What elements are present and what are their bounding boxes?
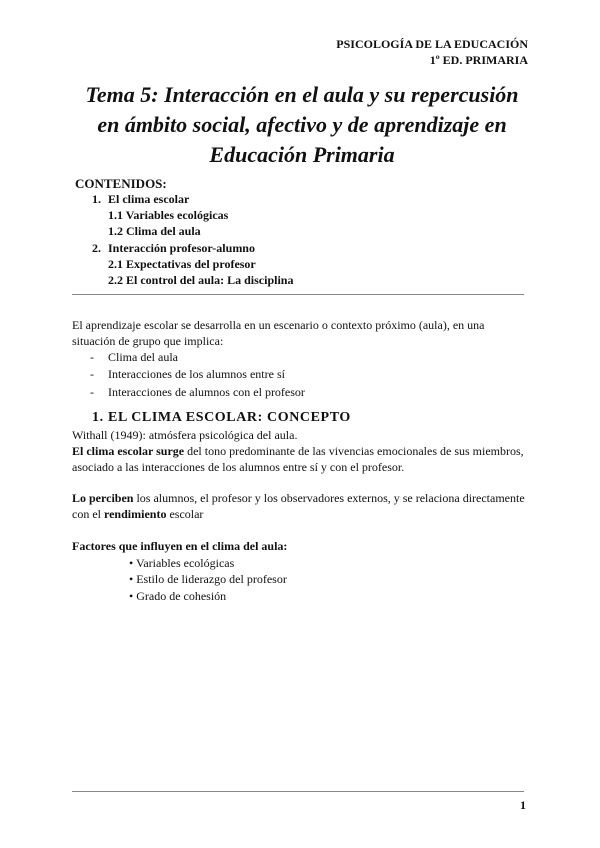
intro-paragraph: El aprendizaje escolar se desarrolla en un escenario o contexto próximo (aula), en una situación de grupo que implica: [72, 318, 485, 348]
toc-item: 2.1 Expectativas del profesor [108, 256, 256, 271]
page-header [336, 36, 528, 68]
list-item: • Grado de cohesión [129, 588, 227, 603]
section-heading: 1. EL CLIMA ESCOLAR: CONCEPTO [92, 410, 351, 425]
table-of-contents [92, 191, 293, 288]
toc-item: 2. Interacción profesor-alumno [92, 240, 255, 255]
contents-heading: CONTENIDOS: [75, 176, 167, 191]
page-number: 1 [520, 798, 526, 812]
factors-heading: Factores que influyen en el clima del aula: [72, 539, 288, 553]
perception-paragraph: Lo perciben los alumnos, el profesor y los observadores externos, y se relaciona directamente con el rendimiento escolar [72, 491, 525, 521]
toc-item: 1.1 Variables ecológicas [108, 208, 229, 223]
header-course: PSICOLOGÍA DE LA EDUCACIÓN [336, 37, 528, 51]
toc-item: 1. El clima escolar [92, 192, 190, 206]
withall-definition: Withall (1949): atmósfera psicológica del aula. [72, 428, 298, 442]
divider [72, 294, 524, 295]
footer-divider [72, 791, 524, 792]
toc-item: 1.2 Clima del aula [108, 224, 201, 239]
intro-list [90, 349, 305, 401]
list-item: • Estilo de liderazgo del profesor [129, 572, 287, 587]
toc-item: 2.2 El control del aula: La disciplina [108, 272, 294, 287]
list-item: - Clima del aula [90, 350, 178, 364]
clima-paragraph: El clima escolar surge del tono predominante de las vivencias emocionales de sus miembros, asociado a las interacciones de los alumnos entre sí y con el profesor. [72, 444, 524, 474]
header-grade: 1º ED. PRIMARIA [429, 53, 528, 67]
list-item: • Variables ecológicas [129, 556, 235, 570]
page-title: Tema 5: Interacción en el aula y su repercusión en ámbito social, afectivo y de aprendizaje en Educación Primaria [85, 82, 519, 167]
list-item: - Interacciones de alumnos con el profesor [90, 384, 305, 399]
list-item: - Interacciones de los alumnos entre sí [90, 367, 285, 382]
factors-list [129, 555, 287, 604]
